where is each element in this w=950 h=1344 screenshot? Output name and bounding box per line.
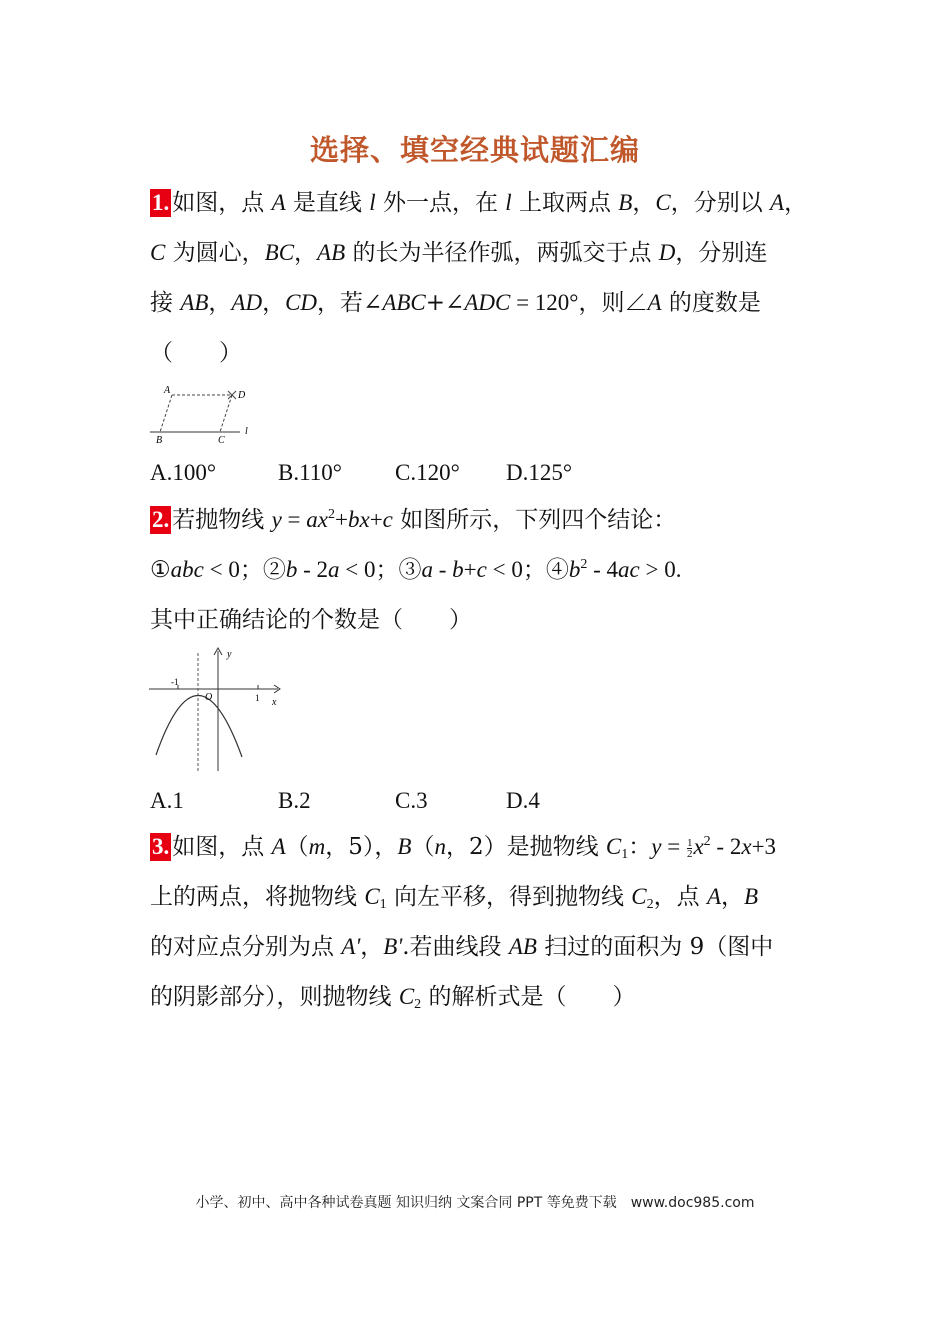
q2-text: < 0；② [203,557,286,582]
q3-text: B [397,834,412,859]
q1-text: BC [264,240,295,265]
label-b: B [156,435,163,444]
label-origin: O [205,692,213,703]
q1-text: ，若∠ [317,290,383,316]
q1-text: +∠ [425,290,465,316]
q1-option-a[interactable]: A.100° [150,460,217,485]
q1-option-b[interactable]: B.110° [278,460,342,485]
q3-text: = [661,834,686,859]
q2-text: < 0；④ [486,557,569,582]
q3-number-badge: 3. [152,834,170,859]
q3-text: 的解析式是（ ） [421,984,636,1010]
q3-line-4 [150,982,635,1012]
q2-option-d[interactable]: D.4 [506,788,540,813]
q3-text: ： [628,834,652,860]
q2-text: a [328,557,340,582]
q1-number-badge: 1. [152,190,170,215]
q1-text: B [618,190,633,215]
q3-text: 的对应点分别为点 [150,934,342,960]
q3-text: - 2 [710,834,742,859]
q1-text: D [658,240,676,265]
q2-text: ① [150,557,171,583]
label-x: x [272,697,277,708]
fraction-numerator: 1 [686,837,693,849]
q2-parabola-figure [146,645,286,775]
q3-text: 2 [703,834,711,849]
q3-text: x [693,834,704,859]
q3-text: 1 [379,897,387,912]
q2-option-c[interactable]: C.3 [395,788,428,813]
q3-text: ，5）， [325,834,398,860]
q2-text: 如图所示，下列四个结论： [392,507,677,533]
q2-text: > 0. [639,557,682,582]
q1-line-3 [150,288,761,318]
q2-text: - 4 [587,557,619,582]
q3-text: ， [360,934,384,960]
q1-option-d[interactable]: D.125° [506,460,573,485]
q3-text: 2 [414,997,422,1012]
segment-cd [220,395,232,432]
q3-text: C [631,884,647,909]
q2-text: c [382,507,393,532]
q2-text: bx [347,507,370,532]
q1-option-c[interactable]: C.120° [395,460,460,485]
q3-text: C [364,884,380,909]
q2-text: - [432,557,453,582]
q1-text: ， [262,290,286,316]
q2-line-3: 其中正确结论的个数是（ ） [150,607,472,633]
q3-text: A [271,834,286,859]
q3-text: m [308,834,326,859]
q2-number-badge: 2. [152,507,170,532]
q3-text: 1 [621,847,629,862]
q1-options [150,460,850,490]
q3-text: AB [508,934,537,959]
q1-text: 上取两点 [511,190,619,216]
q1-parallelogram-figure [146,382,256,444]
q3-text: 上的两点，将抛物线 [150,884,365,910]
q3-text: ，点 [653,884,707,910]
q1-text: ，分别连 [675,240,768,266]
q1-text: l [505,190,512,215]
q1-text: = 120°，则∠ [510,290,648,315]
q1-line-2 [150,238,767,268]
q1-text: l [369,190,376,215]
q2-text: b [285,557,298,582]
q3-text: ， [721,884,744,910]
q3-text: .若曲线段 [402,934,509,960]
q3-text: B [744,884,759,909]
q2-text: ax [306,507,328,532]
q2-text: abc [170,557,204,582]
q1-text: ，分别以 [670,190,770,216]
q2-line-1 [150,505,676,535]
label-d: D [238,390,246,401]
q2-option-b[interactable]: B.2 [278,788,311,813]
q3-line-1 [150,832,776,862]
q1-text: 的长为半径作弧，两弧交于点 [345,240,659,266]
q3-text: 向左平移，得到抛物线 [386,884,632,910]
q1-text: AB [180,290,209,315]
q1-text: ， [208,290,232,316]
q3-line-2 [150,882,758,912]
q2-text: b [452,557,464,582]
fraction-denominator: 2 [686,848,693,860]
q3-text: ，2）是抛物线 [445,834,606,860]
q1-text: 的度数是 [661,290,761,316]
q2-text: 2 [327,507,335,522]
q1-text: C [150,240,166,265]
q3-text: 如图，点 [172,834,272,860]
q2-option-a[interactable]: A.1 [150,788,184,813]
q3-text: y [651,834,662,859]
q1-text: ADC [464,290,511,315]
q1-text: 为圆心， [165,240,265,266]
segment-ab [160,395,172,432]
label-y: y [227,649,232,660]
q3-text: n [434,834,446,859]
q2-text: b [568,557,581,582]
q2-text: y [271,507,282,532]
q2-text: c [476,557,487,582]
q1-text: ， [294,240,318,266]
label-1: 1 [255,693,260,703]
q3-text: 的阴影部分），则抛物线 [150,984,399,1010]
label-c: C [218,435,225,444]
q2-text: a [421,557,433,582]
q3-text: 2 [646,897,654,912]
label-a: A [164,385,171,396]
label-l: l [245,426,248,437]
q2-text: + [369,507,383,532]
q2-text: = [281,507,307,532]
q2-text: + [463,557,477,582]
q3-text: （ [285,834,309,860]
q3-line-3 [150,932,773,962]
q3-text: A [706,884,721,909]
q1-text: ， [632,190,656,216]
q1-text: ABC [382,290,426,315]
q1-text: 如图，点 [172,190,272,216]
q2-text: + [334,507,348,532]
q3-text: B' [383,934,403,959]
q1-line-1 [150,188,807,218]
label-minus-1: -1 [171,677,179,687]
q1-text: A [271,190,286,215]
q2-text: < 0；③ [339,557,422,582]
q3-text: （ [411,834,435,860]
q2-text: 2 [580,557,588,572]
q1-text: 外一点，在 [375,190,506,216]
page-footer: 小学、初中、高中各种试卷真题 知识归纳 文案合同 PPT 等免费下载 www.doc985.com [195,1195,755,1211]
q2-options [150,788,850,818]
q1-text: AB [317,240,346,265]
q3-text: +3 [751,834,777,859]
q1-answer-blank: （ ） [150,340,242,366]
q3-text: A' [341,934,361,959]
q1-text: A [770,190,785,215]
q2-text: ac [618,557,640,582]
q1-text: ， [784,190,808,216]
q1-text: 是直线 [285,190,370,216]
page-title: 选择、填空经典试题汇编 [309,133,640,167]
fraction-one-half [687,838,693,859]
q3-text: C [605,834,622,859]
q1-text: 接 [150,290,181,316]
q3-text: C [398,984,415,1009]
parabola-curve [156,695,242,757]
q3-text: x [741,834,752,859]
q2-text: - 2 [297,557,328,582]
q2-line-2 [150,555,681,585]
q1-text: C [655,190,671,215]
q1-text: A [647,290,662,315]
q1-text: CD [285,290,318,315]
q3-text: 扫过的面积为 9（图中 [536,934,774,960]
q2-text: 若抛物线 [172,507,272,533]
q1-text: AD [231,290,263,315]
